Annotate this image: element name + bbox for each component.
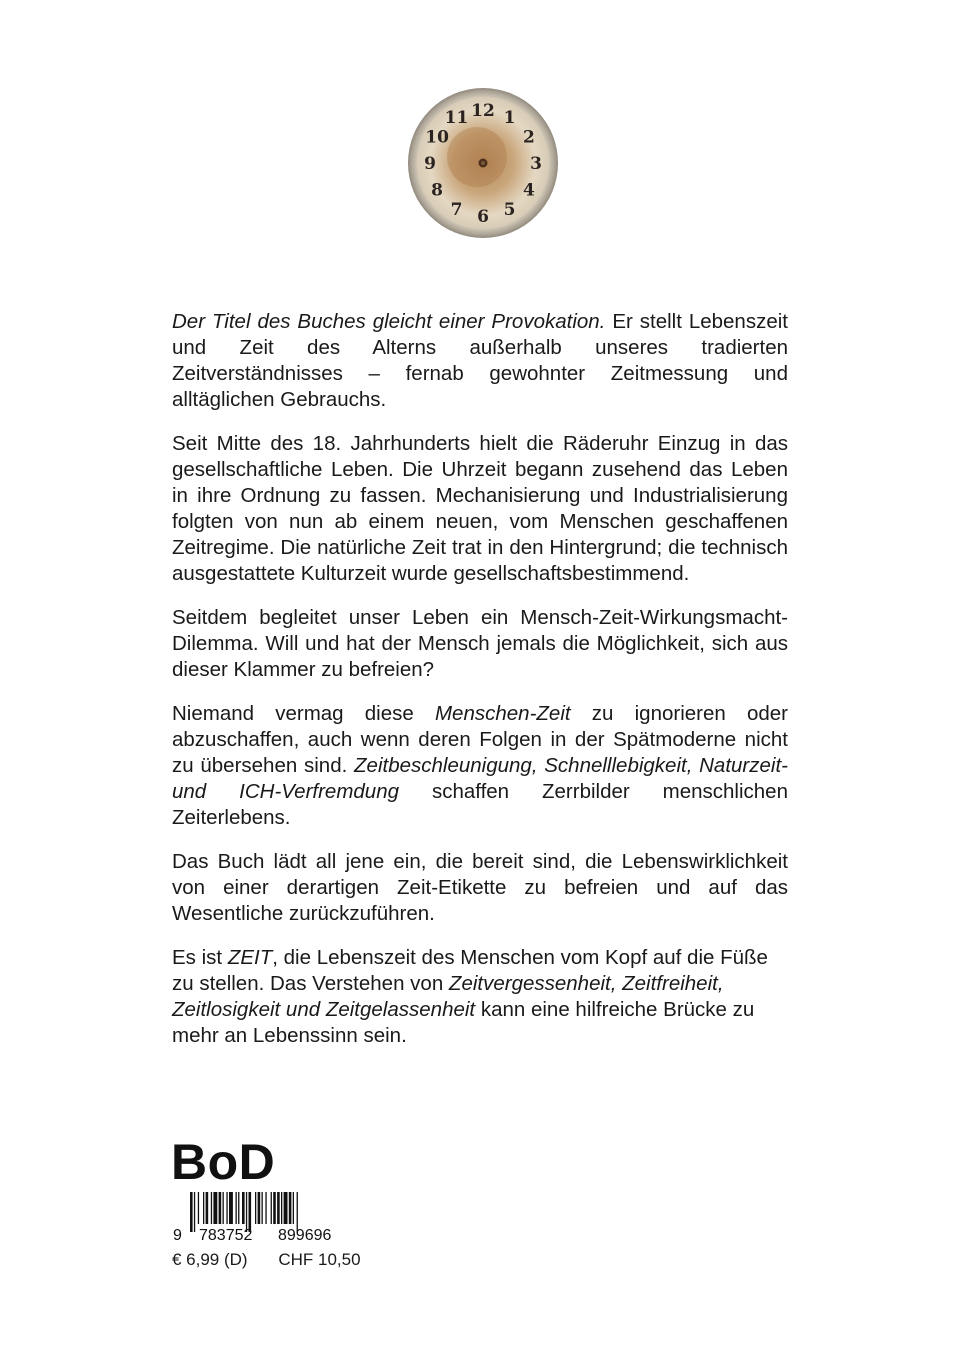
blurb-paragraph-1 — [172, 309, 788, 413]
clock-numeral: 2 — [522, 127, 535, 148]
barcode-bar — [213, 1192, 217, 1224]
clock-numeral: 7 — [450, 199, 463, 220]
blurb-paragraph-4 — [172, 701, 788, 831]
barcode-bar — [265, 1192, 266, 1224]
barcode-bar — [277, 1192, 280, 1224]
barcode-bar — [238, 1192, 239, 1224]
barcode-bar — [249, 1192, 252, 1232]
barcode-bar — [271, 1192, 272, 1224]
barcode-bar — [198, 1192, 199, 1224]
blurb-paragraph-2: Seit Mitte des 18. Jahrhunderts hielt die Räderuhr Einzug in das gesellschaftliche Leben. Die Uhrzeit begann zusehend das Leben in ihre Ordnung zu fassen. Mechanisierung und Industrialisierung folgten von nun ab einem neuen, vom Menschen geschaffenen Zeitregime. Die natürliche Zeit trat in den Hintergrund; die technisch ausgestattete Kulturzeit wurde gesellschaftsbestimmend. — [172, 432, 788, 585]
publisher-logo: BoD — [171, 1134, 276, 1190]
clock-rust-spot — [447, 127, 507, 187]
clock-numeral: 12 — [471, 101, 495, 121]
clock-numeral: 5 — [503, 199, 516, 220]
barcode-bar — [246, 1192, 247, 1232]
blurb-paragraph-3: Seitdem begleitet unser Leben ein Mensch-Zeit-Wirkungsmacht-Dilemma. Will und hat der Mensch jemals die Möglichkeit, sich aus dieser Klammer zu befreien? — [172, 606, 788, 681]
blurb-p4-d: Zeitbeschleunigung, Schnelllebigkeit, Naturzeit- und ICH-Verfremdung — [172, 754, 788, 803]
clock-numeral: 4 — [522, 180, 535, 201]
barcode-bar — [273, 1192, 276, 1224]
price-line — [172, 1250, 361, 1270]
barcode-bar — [190, 1192, 193, 1232]
blurb-p6-e: kann eine hilfreiche Brücke zu mehr an Lebenssinn sein. — [172, 998, 755, 1047]
barcode-bar — [289, 1192, 292, 1224]
blurb-p6-a: Es ist — [172, 946, 228, 969]
barcode-bar — [236, 1192, 237, 1224]
blurb-text — [172, 309, 788, 1067]
blurb-p4-a: Niemand vermag diese — [172, 702, 435, 725]
clock-numeral: 6 — [477, 207, 489, 227]
clock-face-image — [407, 87, 559, 239]
barcode-group-2: 899696 — [278, 1227, 332, 1242]
barcode-bar — [211, 1192, 212, 1224]
barcode-first-digit: 9 — [173, 1227, 182, 1242]
barcode-group-1: 783752 — [199, 1227, 253, 1242]
barcode-bar — [223, 1192, 224, 1224]
price-chf: CHF 10,50 — [278, 1250, 361, 1269]
blurb-p1-text: Er stellt Lebenszeit und Zeit des Alterns außerhalb unseres tradierten Zeitverständnisses – fernab gewohnter Zeitmessung und alltäglichen Gebrauchs. — [172, 310, 788, 411]
barcode-bar — [194, 1192, 195, 1232]
blurb-p4-e: schaffen Zerrbilder menschlichen Zeiterlebens. — [172, 780, 788, 829]
isbn-barcode — [172, 1192, 362, 1242]
barcode-bar — [281, 1192, 282, 1224]
barcode-bar — [297, 1192, 298, 1232]
barcode-bar — [242, 1192, 245, 1224]
barcode-bar — [258, 1192, 261, 1224]
blurb-p1-italic: Der Titel des Buches gleicht einer Provokation. — [172, 310, 606, 333]
blurb-p6-b: ZEIT — [227, 946, 273, 969]
barcode-bar — [255, 1192, 256, 1224]
clock-numeral: 8 — [431, 180, 444, 201]
barcode-bar — [206, 1192, 209, 1224]
blurb-p4-b: Menschen-Zeit — [434, 702, 571, 725]
blurb-p6-d: Zeitvergessenheit, Zeitfreiheit, Zeitlosigkeit und Zeitgelassenheit — [172, 972, 724, 1021]
clock-numeral: 11 — [444, 108, 469, 129]
blurb-paragraph-6 — [172, 945, 788, 1049]
clock-numeral: 10 — [425, 127, 449, 148]
barcode-bar — [262, 1192, 263, 1224]
clock-numeral: 1 — [503, 108, 516, 129]
barcode-bar — [226, 1192, 227, 1224]
blurb-p6-c: , die Lebenszeit des Menschen vom Kopf auf die Füße zu stellen. Das Verstehen von — [172, 946, 768, 995]
barcode-bar — [229, 1192, 233, 1224]
blurb-p4-c: zu ignorieren oder abzuschaffen, auch wenn deren Folgen in der Spätmoderne nicht zu übersehen sind. — [172, 702, 788, 777]
barcode-bar — [203, 1192, 204, 1224]
clock-numeral: 3 — [530, 154, 542, 174]
clock-numeral: 9 — [424, 154, 436, 174]
barcode-bar — [219, 1192, 222, 1224]
blurb-paragraph-5: Das Buch lädt all jene ein, die bereit sind, die Lebenswirklichkeit von einer derartigen Zeit-Etikette zu befreien und auf das Wesentliche zurückzuführen. — [172, 850, 788, 925]
price-eur: € 6,99 (D) — [172, 1250, 248, 1269]
barcode-bar — [293, 1192, 294, 1224]
barcode-bar — [284, 1192, 288, 1224]
